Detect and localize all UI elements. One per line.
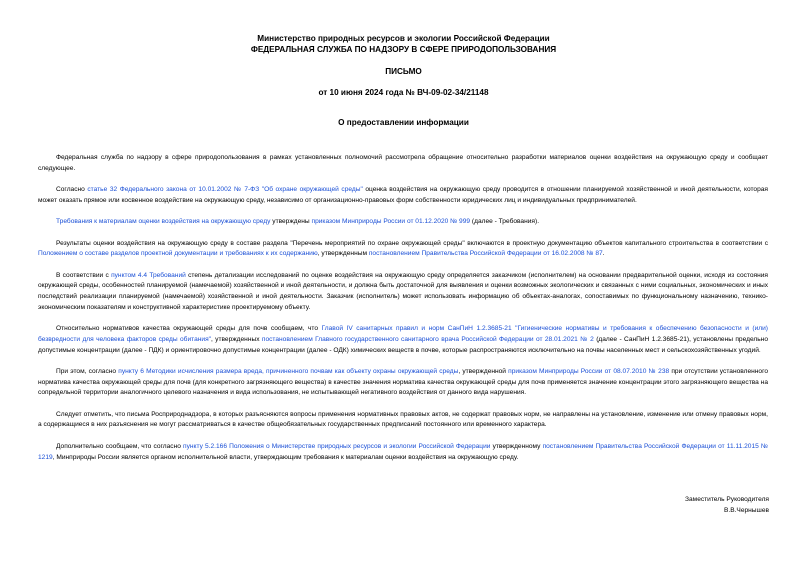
paragraph-text: , утвержденных	[210, 335, 262, 343]
paragraph-text: , Минприроды России является органом исполнительной власти, утверждающим требования к материалам оценки воздействия на окружающую среду.	[52, 453, 519, 461]
paragraph-text: Результаты оценки воздействия на окружающую среду в составе раздела "Перечень мероприятий по охране окружающей среды" включаются в проектную документацию объектов капитального строительства в соответствии с	[56, 239, 768, 247]
paragraph-text: Следует отметить, что письма Росприроднадзора, в которых разъясняются вопросы применения нормативных правовых актов, не содержат правовых норм, не направлены на установление, изменение или отмену правовых норм, а содержащиеся в них разъяснения не могут рассматриваться в качестве общеобязательных государственных предписаний постоянного или временного характера.	[38, 410, 768, 429]
paragraph-additional	[38, 442, 768, 463]
signatory-position: Заместитель Руководителя	[685, 496, 769, 503]
ministry-title: Министерство природных ресурсов и экологии Российской Федерации	[257, 34, 550, 43]
link-government-decree-1219[interactable]: постановлением Правительства Российской Федерации от 11.11.2015 № 1219	[38, 442, 768, 461]
link-federal-law-article-32[interactable]: статье 32 Федерального закона от 10.01.2002 № 7-ФЗ "Об охране окружающей среды"	[87, 186, 363, 194]
service-title: ФЕДЕРАЛЬНАЯ СЛУЖБА ПО НАДЗОРУ В СФЕРЕ ПРИРОДОПОЛЬЗОВАНИЯ	[250, 45, 557, 54]
paragraph-damage-method	[38, 367, 768, 399]
paragraph-requirements	[38, 217, 768, 228]
link-order-238[interactable]: приказом Минприроды России от 08.07.2010 № 238	[508, 367, 670, 375]
paragraph-text: (далее - Требования).	[470, 218, 540, 226]
paragraph-text: (далее - СанПиН 1.2.3685-21), установлены предельно допустимые концентрации (далее - ПДК) и ориентировочно допустимые концентрации (далее - ОДК) химических веществ в почве, которые распространяются исключительно на почвы населенных мест и сельскохозяйственных угодий.	[38, 335, 768, 354]
paragraph-intro	[38, 153, 768, 174]
link-project-docs-regulation[interactable]: Положением о составе разделов проектной документации и требованиях к их содержанию	[38, 250, 318, 258]
paragraph-text: Согласно	[56, 186, 88, 194]
link-sanitary-doctor-decree-2[interactable]: постановлением Главного государственного санитарного врача Российской Федерации от 28.01.2021 № 2	[261, 335, 594, 343]
paragraph-project-docs	[38, 239, 768, 260]
letter-body	[38, 153, 768, 474]
link-damage-methodology-point-6[interactable]: пункту 6 Методики исчисления размера вреда, причиненного почвам как объекту охраны окружающей среды	[118, 367, 459, 375]
paragraph-text: , утвержденной	[458, 367, 509, 375]
paragraph-text: , утвержденным	[317, 250, 369, 258]
paragraph-text: утвержденному	[490, 442, 543, 450]
paragraph-detail-level	[38, 271, 768, 314]
paragraph-text: степень детализации исследований по оценке воздействия на окружающую среду определяется заказчиком (исполнителем) на основании предварительной оценки, исходя из состояния окружающей среды, особенностей планируемой (намечаемой) хозяйственной и иной деятельности, и должна быть достаточной для выявления и оценки возможных экологических и связанных с ними социальных, экономических и иных последствий реализации планируемой (намечаемой) хозяйственной и иной деятельности. Заказчик (исполнитель) может использовать информацию об объектах-аналогах, сопоставимых по функциональному назначению, технико-экономическим показателям и конструктивной характеристике проектируемому объекту.	[38, 271, 769, 311]
link-requirements-point-4-4[interactable]: пунктом 4.4 Требований	[111, 271, 186, 279]
paragraph-soil-standards	[38, 324, 768, 356]
paragraph-text: утверждены	[270, 218, 312, 226]
paragraph-text: В соответствии с	[56, 271, 112, 279]
signatory-name: В.В.Чернышев	[723, 507, 769, 514]
paragraph-text: .	[602, 250, 605, 258]
document-subject: О предоставлении информации	[338, 118, 469, 127]
document-date-number: от 10 июня 2024 года № ВЧ-09-02-34/21148	[318, 88, 489, 97]
document-type: ПИСЬМО	[385, 67, 422, 76]
link-oos-requirements[interactable]: Требования к материалам оценки воздействия на окружающую среду	[56, 218, 271, 226]
paragraph-text: Федеральная служба по надзору в сфере природопользования в рамках установленных полномочий рассмотрела обращение относительно разработки материалов оценки воздействия на окружающую среду и сообщает следующее.	[38, 154, 768, 172]
link-order-999[interactable]: приказом Минприроды России от 01.12.2020 № 999	[311, 218, 471, 226]
paragraph-text: при отсутствии установленного норматива качества окружающей среды для почв (для конкретного загрязняющего вещества) в качестве значения норматива качества окружающей среды для почв применяется значение концентрации этого загрязняющего вещества на сопредельной территории аналогичного целевого назначения и вида использования, не испытывающей негативного воздействия от данного вида нарушения.	[38, 367, 768, 397]
link-ministry-regulation-5-2-166[interactable]: пункту 5.2.166 Положения о Министерстве природных ресурсов и экологии Российской Федерации	[183, 442, 491, 450]
paragraph-text: Относительно нормативов качества окружающей среды для почв сообщаем, что	[56, 325, 322, 333]
paragraph-text: Дополнительно сообщаем, что согласно	[56, 442, 184, 450]
paragraph-letters-note	[38, 410, 768, 431]
link-sanpin-chapter-iv[interactable]: Главой IV санитарных правил и норм СанПиН 1.2.3685-21 "Гигиенические нормативы и требования к обеспечению безопасности и (или) безвредности для человека факторов среды обитания"	[38, 325, 768, 343]
link-government-decree-87[interactable]: постановлением Правительства Российской Федерации от 16.02.2008 № 87	[368, 250, 603, 258]
paragraph-text: оценка воздействия на окружающую среду проводится в отношении планируемой хозяйственной и иной деятельности, которая может оказать прямое или косвенное воздействие на окружающую среду, независимо от организационно-правовых форм собственности юридических лиц и индивидуальных предпринимателей.	[38, 186, 769, 204]
paragraph-law-reference	[38, 185, 768, 206]
paragraph-text: При этом, согласно	[56, 367, 119, 375]
